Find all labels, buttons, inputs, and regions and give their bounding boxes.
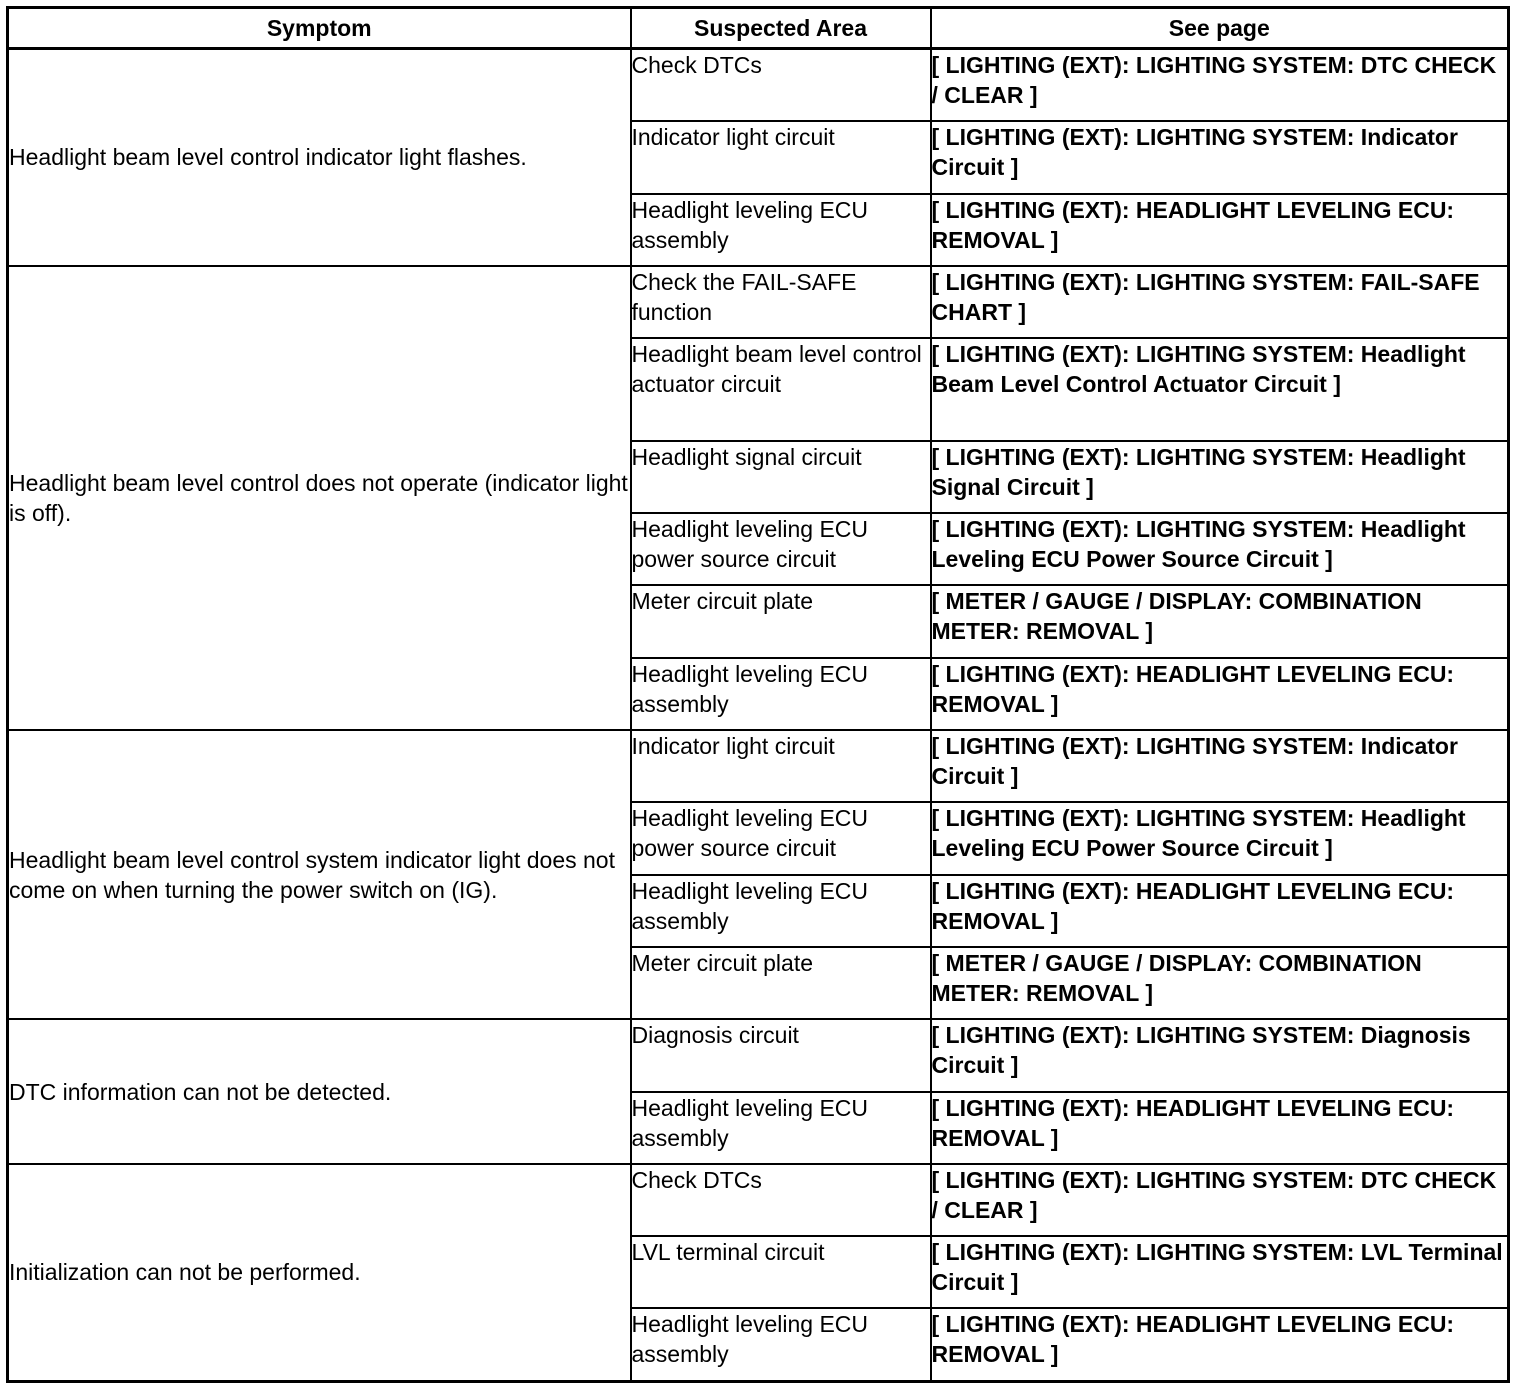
suspected-area-cell: Headlight beam level control actuator circuit [631, 338, 931, 440]
troubleshooting-table [6, 6, 1510, 1383]
see-page-cell: [ LIGHTING (EXT): HEADLIGHT LEVELING ECU: REMOVAL ] [931, 1308, 1509, 1381]
suspected-area-cell: Headlight leveling ECU assembly [631, 1092, 931, 1164]
suspected-area-cell: LVL terminal circuit [631, 1236, 931, 1308]
symptom-cell: Headlight beam level control does not operate (indicator light is off). [8, 266, 631, 730]
table-row [8, 1164, 1509, 1236]
see-page-cell: [ LIGHTING (EXT): LIGHTING SYSTEM: Indicator Circuit ] [931, 121, 1509, 193]
suspected-area-cell: Headlight leveling ECU assembly [631, 1308, 931, 1381]
see-page-cell: [ LIGHTING (EXT): LIGHTING SYSTEM: Headlight Leveling ECU Power Source Circuit ] [931, 513, 1509, 585]
table-row [8, 266, 1509, 338]
suspected-area-cell: Headlight leveling ECU assembly [631, 658, 931, 730]
suspected-area-header: Suspected Area [631, 8, 931, 49]
symptom-header: Symptom [8, 8, 631, 49]
symptom-cell: Headlight beam level control indicator light flashes. [8, 49, 631, 266]
suspected-area-cell: Check the FAIL-SAFE function [631, 266, 931, 338]
see-page-cell: [ LIGHTING (EXT): HEADLIGHT LEVELING ECU: REMOVAL ] [931, 658, 1509, 730]
suspected-area-cell: Headlight leveling ECU power source circuit [631, 802, 931, 874]
symptom-cell: Headlight beam level control system indicator light does not come on when turning the power switch on (IG). [8, 730, 631, 1019]
see-page-cell: [ LIGHTING (EXT): LIGHTING SYSTEM: Indicator Circuit ] [931, 730, 1509, 802]
table-row [8, 730, 1509, 802]
see-page-cell: [ LIGHTING (EXT): LIGHTING SYSTEM: Diagnosis Circuit ] [931, 1019, 1509, 1091]
suspected-area-cell: Headlight leveling ECU power source circuit [631, 513, 931, 585]
see-page-cell: [ LIGHTING (EXT): HEADLIGHT LEVELING ECU: REMOVAL ] [931, 194, 1509, 266]
suspected-area-cell: Check DTCs [631, 49, 931, 122]
table-row [8, 49, 1509, 122]
symptom-cell: DTC information can not be detected. [8, 1019, 631, 1164]
suspected-area-cell: Meter circuit plate [631, 585, 931, 657]
see-page-cell: [ LIGHTING (EXT): LIGHTING SYSTEM: DTC CHECK / CLEAR ] [931, 1164, 1509, 1236]
suspected-area-cell: Indicator light circuit [631, 121, 931, 193]
see-page-cell: [ LIGHTING (EXT): LIGHTING SYSTEM: Headlight Beam Level Control Actuator Circuit ] [931, 338, 1509, 440]
suspected-area-cell: Headlight signal circuit [631, 441, 931, 513]
see-page-cell: [ LIGHTING (EXT): HEADLIGHT LEVELING ECU: REMOVAL ] [931, 1092, 1509, 1164]
see-page-cell: [ METER / GAUGE / DISPLAY: COMBINATION METER: REMOVAL ] [931, 585, 1509, 657]
suspected-area-cell: Meter circuit plate [631, 947, 931, 1019]
suspected-area-cell: Indicator light circuit [631, 730, 931, 802]
see-page-cell: [ METER / GAUGE / DISPLAY: COMBINATION METER: REMOVAL ] [931, 947, 1509, 1019]
suspected-area-cell: Headlight leveling ECU assembly [631, 194, 931, 266]
table-row [8, 1019, 1509, 1091]
see-page-cell: [ LIGHTING (EXT): LIGHTING SYSTEM: DTC CHECK / CLEAR ] [931, 49, 1509, 122]
suspected-area-cell: Diagnosis circuit [631, 1019, 931, 1091]
suspected-area-cell: Check DTCs [631, 1164, 931, 1236]
see-page-cell: [ LIGHTING (EXT): HEADLIGHT LEVELING ECU: REMOVAL ] [931, 875, 1509, 947]
see-page-cell: [ LIGHTING (EXT): LIGHTING SYSTEM: Headlight Leveling ECU Power Source Circuit ] [931, 802, 1509, 874]
see-page-cell: [ LIGHTING (EXT): LIGHTING SYSTEM: FAIL-SAFE CHART ] [931, 266, 1509, 338]
suspected-area-cell: Headlight leveling ECU assembly [631, 875, 931, 947]
see-page-cell: [ LIGHTING (EXT): LIGHTING SYSTEM: LVL Terminal Circuit ] [931, 1236, 1509, 1308]
see-page-cell: [ LIGHTING (EXT): LIGHTING SYSTEM: Headlight Signal Circuit ] [931, 441, 1509, 513]
see-page-header: See page [931, 8, 1509, 49]
header-row [8, 8, 1509, 49]
symptom-cell: Initialization can not be performed. [8, 1164, 631, 1382]
